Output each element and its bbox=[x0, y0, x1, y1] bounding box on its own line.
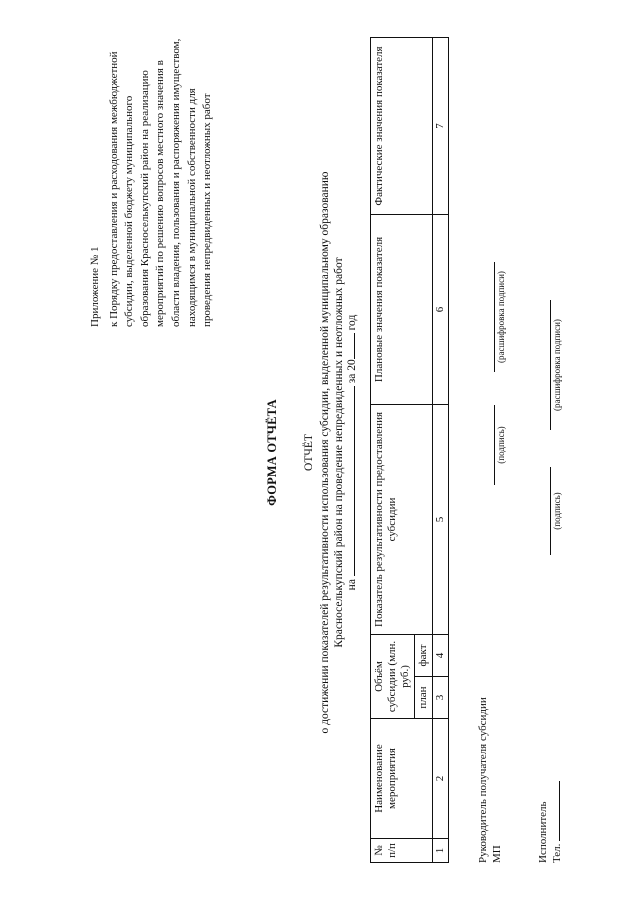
appendix-text: к Порядку предоставления и расходования межбюджетной субсидии, выделенной бюджету муниципального образования Красноселькупский район на реализацию мероприятий по решению вопросов местного значения в области владения, пользования и распоряжения имуществом, находящимся в муниципальной собственности для проведения непредвиденных и неотложных работ bbox=[107, 38, 214, 327]
mp-label: МП bbox=[491, 845, 503, 863]
column-number: 4 bbox=[433, 634, 449, 676]
header-plan: план bbox=[415, 677, 433, 719]
head-signature-line: (подпись) bbox=[494, 405, 506, 485]
form-title: ФОРМА ОТЧЁТА bbox=[265, 399, 279, 506]
phone-field bbox=[550, 781, 564, 863]
column-number: 2 bbox=[433, 719, 449, 839]
table-column-numbers-row bbox=[433, 37, 449, 862]
column-number: 7 bbox=[433, 37, 449, 214]
column-number: 6 bbox=[433, 214, 449, 404]
report-period-line bbox=[346, 20, 358, 885]
head-decode-line: (расшифровка подписи) bbox=[494, 262, 506, 372]
header-name: Наименование мероприятия bbox=[371, 719, 433, 839]
head-label: Руководитель получателя субсидии bbox=[477, 697, 489, 863]
period-prefix: на bbox=[346, 579, 358, 591]
executor-label: Исполнитель bbox=[537, 801, 549, 863]
header-indicator: Показатель результативности предоставления субсидии bbox=[371, 404, 433, 634]
year-blank bbox=[354, 333, 355, 359]
date-blank bbox=[354, 386, 355, 576]
appendix-title: Приложение № 1 bbox=[89, 246, 101, 327]
executor-signature-line: (подпись) bbox=[550, 467, 562, 555]
header-actual: Фактические значения показателя bbox=[371, 37, 433, 214]
header-fact: факт bbox=[415, 634, 433, 676]
document-page bbox=[20, 20, 620, 885]
report-subtitle-line-1: о достижении показателей результативности использования субсидии, выделенной муниципальному образованию bbox=[319, 171, 331, 734]
report-subtitle-line-2: Красноселькупский район на проведение непредвиденных и неотложных работ bbox=[333, 257, 345, 648]
column-number: 1 bbox=[433, 839, 449, 863]
phone-label: Тел. bbox=[551, 843, 563, 863]
column-number: 3 bbox=[433, 677, 449, 719]
executor-decode-line: (расшифровка подписи) bbox=[550, 300, 562, 430]
executor-block bbox=[536, 781, 564, 863]
header-planned: Плановые значения показателя bbox=[371, 214, 433, 404]
report-heading: ОТЧЁТ bbox=[303, 434, 315, 471]
table-header-row bbox=[371, 37, 415, 862]
appendix-block bbox=[88, 37, 216, 327]
column-number: 5 bbox=[433, 404, 449, 634]
period-suffix: год bbox=[346, 314, 358, 331]
period-year-prefix: за 20 bbox=[346, 359, 358, 384]
report-table bbox=[370, 37, 449, 863]
head-signature-label bbox=[476, 697, 504, 863]
phone-blank bbox=[559, 781, 560, 841]
header-num: № п/п bbox=[371, 839, 433, 863]
header-volume: Объём субсидии (млн. руб.) bbox=[371, 634, 415, 718]
